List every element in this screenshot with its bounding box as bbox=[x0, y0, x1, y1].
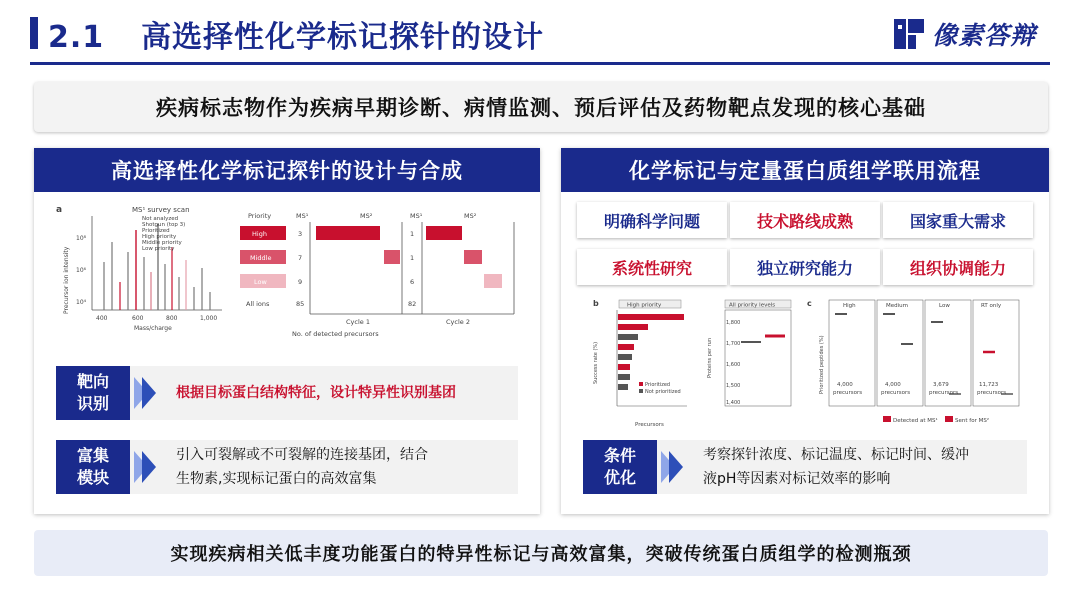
left-panel bbox=[34, 148, 540, 514]
logo-icon bbox=[892, 17, 926, 51]
svg-text:3: 3 bbox=[298, 230, 303, 238]
svg-text:b: b bbox=[593, 299, 599, 308]
svg-text:precursors: precursors bbox=[929, 390, 959, 396]
svg-text:Prioritized peptides (%): Prioritized peptides (%) bbox=[819, 335, 825, 394]
svg-text:6: 6 bbox=[410, 278, 415, 286]
c-groups bbox=[829, 300, 1019, 406]
svg-text:High priority: High priority bbox=[142, 234, 177, 240]
b1-bars bbox=[618, 314, 684, 390]
tag-coordination: 组织协调能力 bbox=[883, 249, 1033, 285]
svg-text:MS¹: MS¹ bbox=[410, 212, 423, 220]
svg-text:7: 7 bbox=[298, 254, 303, 262]
svg-text:1,700: 1,700 bbox=[726, 341, 741, 347]
left-figure bbox=[54, 202, 524, 354]
tag-national-need: 国家重大需求 bbox=[883, 202, 1033, 238]
svg-text:No. of detected precursors: No. of detected precursors bbox=[292, 330, 379, 338]
header-accent-bar bbox=[30, 17, 38, 49]
optimization-label: 条件优化 bbox=[583, 440, 657, 494]
ms-ytick-2: 10⁶ bbox=[76, 267, 87, 274]
section-title: 高选择性化学标记探针的设计 bbox=[141, 20, 545, 55]
svg-text:Low: Low bbox=[939, 303, 950, 309]
svg-text:1,400: 1,400 bbox=[726, 400, 741, 406]
svg-text:800: 800 bbox=[166, 315, 178, 322]
svg-text:precursors: precursors bbox=[977, 390, 1007, 396]
svg-text:Sent for MS²: Sent for MS² bbox=[955, 418, 990, 424]
logo-text: 像素答辩 bbox=[931, 21, 1036, 50]
subtitle-box bbox=[34, 82, 1048, 132]
svg-text:1,000: 1,000 bbox=[200, 315, 218, 322]
logo bbox=[892, 16, 1036, 52]
tag-independent-research: 独立研究能力 bbox=[730, 249, 880, 285]
svg-text:Low priority: Low priority bbox=[142, 246, 175, 252]
svg-text:MS²: MS² bbox=[360, 212, 373, 220]
svg-text:85: 85 bbox=[296, 300, 305, 308]
svg-text:MS¹: MS¹ bbox=[296, 212, 309, 220]
svg-text:Priority: Priority bbox=[248, 212, 272, 220]
svg-text:3,679: 3,679 bbox=[933, 382, 949, 388]
enrichment-text: 引入可裂解或不可裂解的连接基团，结合 生物素,实现标记蛋白的高效富集 bbox=[176, 447, 428, 487]
svg-text:400: 400 bbox=[96, 315, 108, 322]
chevron-right-icon bbox=[669, 451, 683, 483]
svg-text:Prioritized: Prioritized bbox=[142, 228, 170, 234]
svg-text:Not analyzed: Not analyzed bbox=[142, 216, 179, 222]
optimization-text: 考察探针浓度、标记温度、标记时间、缓冲 液pH等因素对标记效率的影响 bbox=[703, 447, 969, 487]
svg-text:Not prioritized: Not prioritized bbox=[645, 389, 681, 395]
targeting-text: 根据目标蛋白结构特征，设计特异性识别基团 bbox=[176, 385, 456, 401]
enrichment-label: 富集模块 bbox=[56, 440, 130, 494]
tag-mature-route: 技术路线成熟 bbox=[730, 202, 880, 238]
svg-text:600: 600 bbox=[132, 315, 144, 322]
svg-text:Low: Low bbox=[254, 278, 267, 286]
ms-ytick-3: 10⁴ bbox=[76, 299, 87, 306]
conclusion-box bbox=[34, 530, 1048, 576]
svg-text:Proteins per run: Proteins per run bbox=[707, 337, 713, 378]
svg-text:Middle: Middle bbox=[250, 254, 272, 262]
svg-text:82: 82 bbox=[408, 300, 417, 308]
subtitle-text: 疾病标志物作为疾病早期诊断、病情监测、预后评估及药物靶点发现的核心基础 bbox=[156, 96, 926, 120]
svg-text:4,000: 4,000 bbox=[885, 382, 901, 388]
svg-text:1: 1 bbox=[410, 230, 415, 238]
svg-text:High priority: High priority bbox=[627, 302, 662, 309]
svg-text:High: High bbox=[252, 230, 267, 238]
slide-title bbox=[48, 12, 544, 56]
ms-ytick-1: 10⁸ bbox=[76, 235, 87, 242]
svg-text:1,500: 1,500 bbox=[726, 383, 741, 389]
svg-text:All priority levels: All priority levels bbox=[729, 302, 776, 309]
svg-text:Detected at MS¹: Detected at MS¹ bbox=[893, 418, 938, 424]
svg-text:RT only: RT only bbox=[981, 303, 1002, 309]
svg-text:Shotgun (top 3): Shotgun (top 3) bbox=[142, 222, 186, 228]
targeting-label: 靶向识别 bbox=[56, 366, 130, 420]
svg-text:1,800: 1,800 bbox=[726, 320, 741, 326]
svg-text:Cycle 1: Cycle 1 bbox=[346, 318, 370, 326]
ms-plot-ylabel: Precursor ion intensity bbox=[63, 246, 70, 314]
section-number: 2.1 bbox=[48, 20, 105, 55]
right-panel-title: 化学标记与定量蛋白质组学联用流程 bbox=[561, 148, 1049, 192]
left-panel-title: 高选择性化学标记探针的设计与合成 bbox=[34, 148, 540, 192]
svg-text:4,000: 4,000 bbox=[837, 382, 853, 388]
svg-text:c: c bbox=[807, 299, 812, 308]
svg-text:precursors: precursors bbox=[833, 390, 863, 396]
chevron-right-icon bbox=[142, 451, 156, 483]
optimization-band bbox=[583, 440, 1027, 494]
chevron-right-icon bbox=[142, 377, 156, 409]
svg-text:High: High bbox=[843, 303, 856, 309]
header-divider bbox=[30, 62, 1050, 65]
svg-text:Prioritized: Prioritized bbox=[645, 382, 671, 388]
tag-scientific-question: 明确科学问题 bbox=[577, 202, 727, 238]
svg-text:Medium: Medium bbox=[886, 303, 908, 309]
ms-legend bbox=[142, 216, 185, 252]
conclusion-text: 实现疾病相关低丰度功能蛋白的特异性标记与高效富集，突破传统蛋白质组学的检测瓶颈 bbox=[170, 544, 912, 565]
svg-text:Middle priority: Middle priority bbox=[142, 240, 182, 246]
enrichment-band bbox=[56, 440, 518, 494]
svg-text:Cycle 2: Cycle 2 bbox=[446, 318, 470, 326]
right-figure bbox=[583, 298, 1033, 436]
svg-text:9: 9 bbox=[298, 278, 303, 286]
slide-header bbox=[0, 0, 1080, 66]
priority-table bbox=[240, 212, 514, 338]
svg-text:MS²: MS² bbox=[464, 212, 477, 220]
right-panel bbox=[561, 148, 1049, 514]
svg-text:All ions: All ions bbox=[246, 300, 270, 308]
tag-systematic-research: 系统性研究 bbox=[577, 249, 727, 285]
svg-text:1: 1 bbox=[410, 254, 415, 262]
svg-text:Precursors: Precursors bbox=[635, 422, 664, 428]
targeting-band bbox=[56, 366, 518, 420]
svg-text:1,600: 1,600 bbox=[726, 362, 741, 368]
svg-text:Success rate (%): Success rate (%) bbox=[593, 341, 599, 384]
ms-plot-title: MS¹ survey scan bbox=[132, 206, 190, 214]
svg-text:precursors: precursors bbox=[881, 390, 911, 396]
svg-text:11,723: 11,723 bbox=[979, 382, 999, 388]
ms-plot-xlabel: Mass/charge bbox=[134, 325, 172, 332]
fig-panel-label: a bbox=[56, 205, 63, 215]
